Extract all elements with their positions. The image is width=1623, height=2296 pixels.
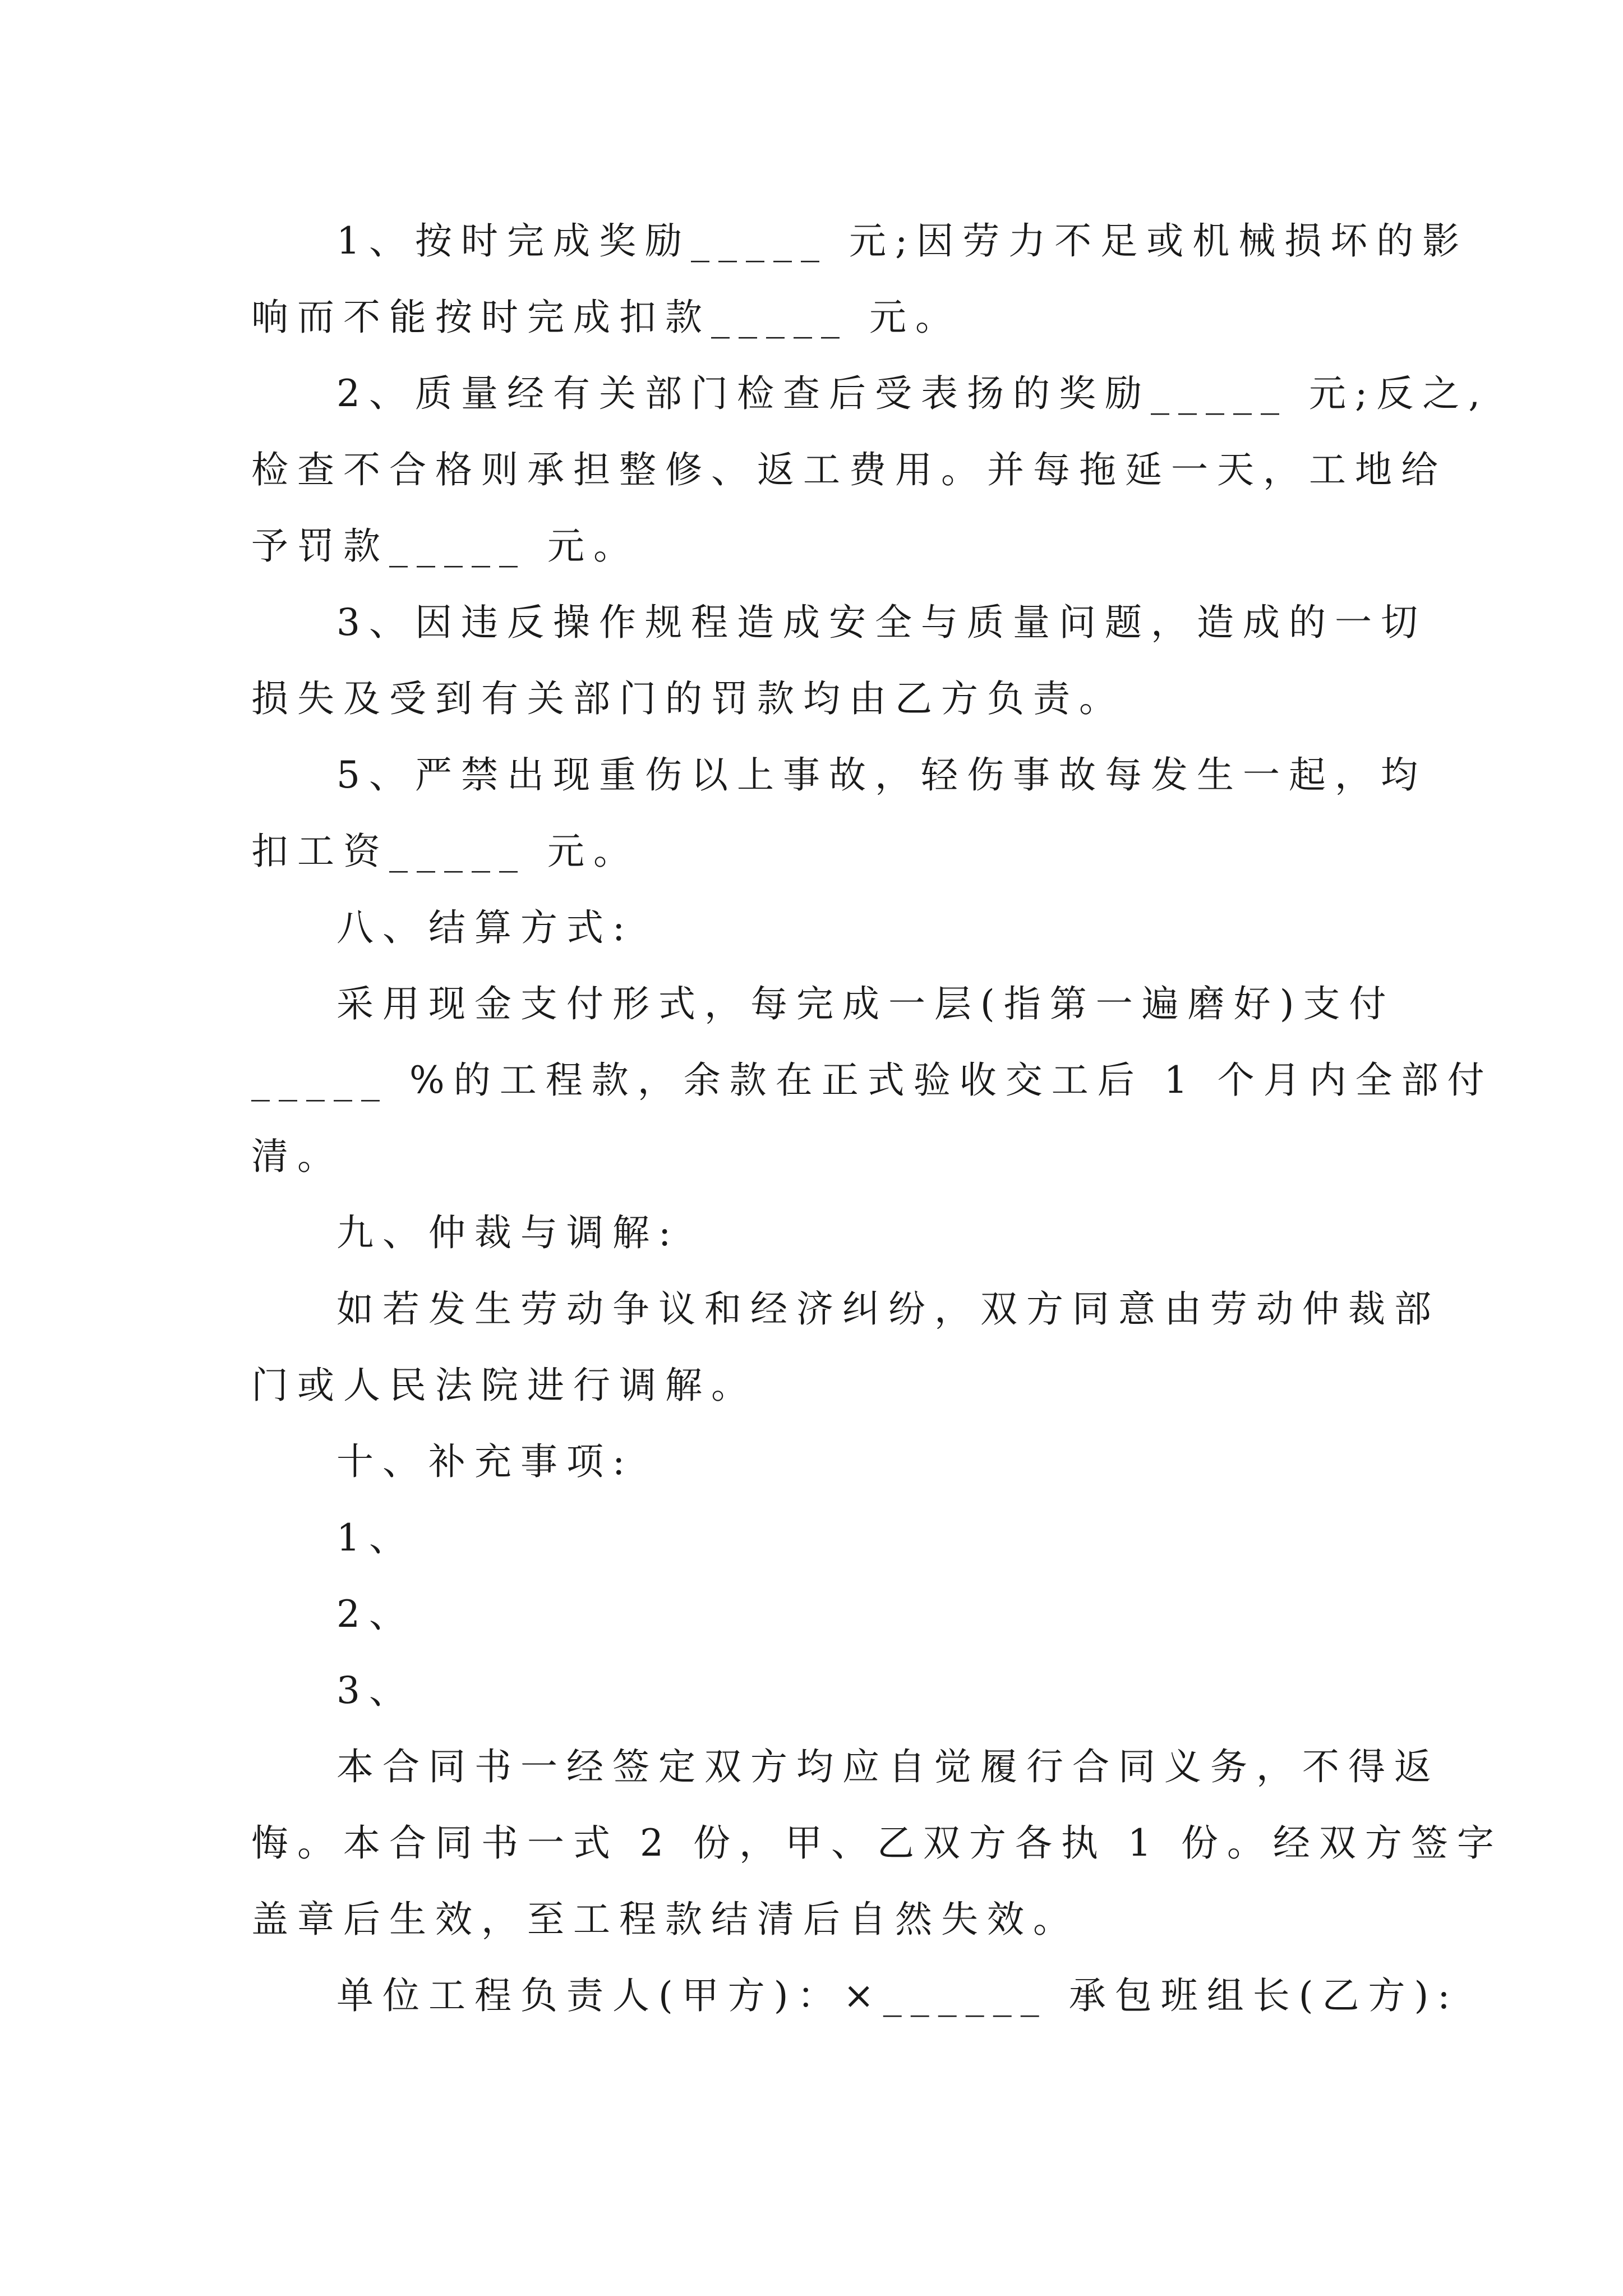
clause-7-3-line-1: 3、因违反操作规程造成安全与质量问题，造成的一切 bbox=[336, 601, 1427, 644]
clause-7-1-line-1: 1、按时完成奖励_____ 元;因劳力不足或机械损坏的影 bbox=[336, 219, 1469, 263]
section-8-heading: 八、结算方式: bbox=[336, 906, 634, 949]
clause-7-1-line-2: 响而不能按时完成扣款_____ 元。 bbox=[251, 296, 961, 339]
section-8-body-line-1: 采用现金支付形式，每完成一层(指第一遍磨好)支付 bbox=[336, 982, 1395, 1025]
section-8-body-line-3: 清。 bbox=[251, 1135, 343, 1178]
section-10-item-3: 3、 bbox=[336, 1669, 415, 1712]
signature-line: 单位工程负责人(甲方)：×______ 承包班组长(乙方): bbox=[336, 1974, 1459, 2017]
clause-7-2-line-1: 2、质量经有关部门检查后受表扬的奖励_____ 元;反之, bbox=[336, 372, 1490, 415]
clause-7-2-line-3: 予罚款_____ 元。 bbox=[251, 524, 639, 568]
closing-line-2: 悔。本合同书一式 2 份，甲、乙双方各执 1 份。经双方签字 bbox=[251, 1821, 1503, 1865]
closing-line-1: 本合同书一经签定双方均应自觉履行合同义务，不得返 bbox=[336, 1745, 1440, 1788]
section-10-item-1: 1、 bbox=[336, 1516, 415, 1559]
section-10-heading: 十、补充事项: bbox=[336, 1440, 634, 1483]
clause-7-5-line-1: 5、严禁出现重伤以上事故，轻伤事故每发生一起，均 bbox=[336, 753, 1427, 797]
section-9-heading: 九、仲裁与调解: bbox=[336, 1211, 680, 1254]
section-9-body-line-2: 门或人民法院进行调解。 bbox=[251, 1364, 757, 1407]
clause-7-3-line-2: 损失及受到有关部门的罚款均由乙方负责。 bbox=[251, 677, 1125, 720]
clause-7-5-line-2: 扣工资_____ 元。 bbox=[251, 830, 639, 873]
clause-7-2-line-2: 检查不合格则承担整修、返工费用。并每拖延一天，工地给 bbox=[251, 448, 1447, 491]
section-8-body-line-2: _____ %的工程款，余款在正式验收交工后 1 个月内全部付 bbox=[251, 1059, 1493, 1102]
closing-line-3: 盖章后生效，至工程款结清后自然失效。 bbox=[251, 1898, 1079, 1941]
section-10-item-2: 2、 bbox=[336, 1593, 415, 1636]
section-9-body-line-1: 如若发生劳动争议和经济纠纷，双方同意由劳动仲裁部 bbox=[336, 1287, 1440, 1331]
